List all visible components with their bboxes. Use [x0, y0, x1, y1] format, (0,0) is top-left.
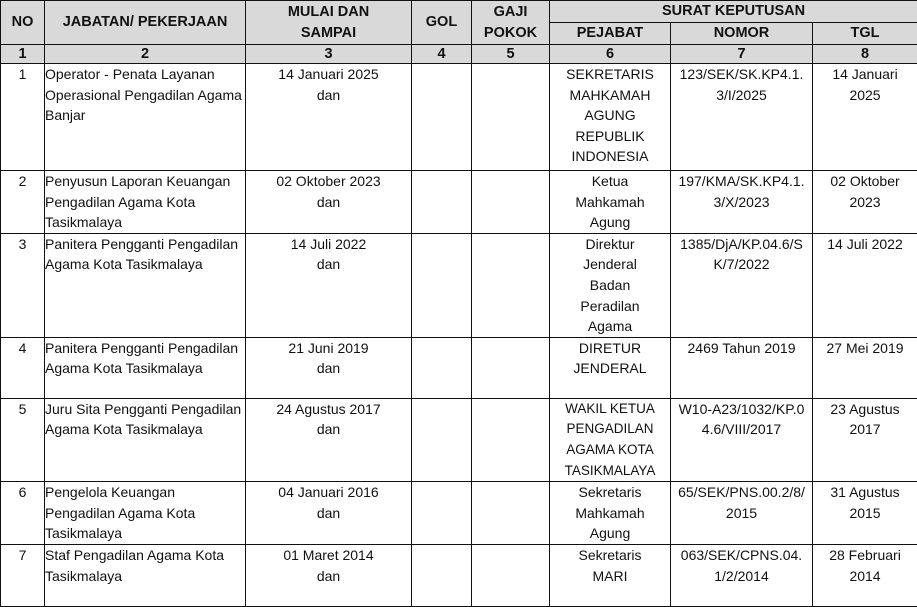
cell-pejabat: Direktur Jenderal Badan Peradilan Agama	[550, 233, 671, 337]
mulai-date: 14 Juli 2022	[290, 235, 367, 252]
header-gaji-pokok: GAJI POKOK	[472, 1, 550, 45]
table-row	[1, 482, 917, 545]
column-number-row	[1, 45, 917, 64]
cell-mulai-sampai	[246, 398, 412, 481]
header-pejabat: PEJABAT	[550, 23, 671, 45]
cell-gol	[412, 64, 472, 171]
sampai-label: dan	[316, 567, 341, 584]
cell-jabatan: Operator - Penata Layanan Operasional Pengadilan Agama Banjar	[45, 64, 246, 171]
table-row	[1, 398, 917, 481]
cell-no: 2	[1, 171, 45, 234]
cell-gol	[412, 233, 472, 337]
cell-mulai-sampai	[246, 337, 412, 398]
cell-pejabat: WAKIL KETUA PENGADILAN AGAMA KOTA TASIKMALAYA	[550, 398, 671, 481]
cell-tgl: 31 Agustus 2015	[813, 482, 917, 545]
header-nomor: NOMOR	[671, 23, 813, 45]
cell-gol	[412, 482, 472, 545]
mulai-date: 21 Juni 2019	[288, 339, 369, 356]
mulai-date: 01 Maret 2014	[283, 546, 374, 563]
cell-nomor: 063/SEK/CPNS.04.1/2/2014	[671, 544, 813, 606]
cell-gol	[412, 337, 472, 398]
cell-nomor: 197/KMA/SK.KP4.1.3/X/2023	[671, 171, 813, 234]
column-number: 1	[1, 45, 45, 64]
cell-gaji-pokok	[472, 482, 550, 545]
table-row	[1, 544, 917, 606]
cell-pejabat: DIRETUR JENDERAL	[550, 337, 671, 398]
cell-no: 1	[1, 64, 45, 171]
cell-pejabat: Sekretaris MARI	[550, 544, 671, 606]
cell-nomor: 123/SEK/SK.KP4.1.3/I/2025	[671, 64, 813, 171]
cell-tgl: 14 Januari 2025	[813, 64, 917, 171]
cell-jabatan: Panitera Pengganti Pengadilan Agama Kota Tasikmalaya	[45, 233, 246, 337]
cell-tgl: 27 Mei 2019	[813, 337, 917, 398]
sampai-label: dan	[316, 193, 341, 210]
cell-no: 6	[1, 482, 45, 545]
mulai-date: 14 Januari 2025	[278, 66, 379, 82]
cell-gaji-pokok	[472, 337, 550, 398]
cell-mulai-sampai	[246, 233, 412, 337]
cell-tgl: 14 Juli 2022	[813, 233, 917, 337]
table-header	[1, 1, 917, 64]
column-number: 2	[45, 45, 246, 64]
table-row	[1, 337, 917, 398]
cell-no: 5	[1, 398, 45, 481]
cell-tgl: 23 Agustus 2017	[813, 398, 917, 481]
column-number: 4	[412, 45, 472, 64]
sampai-label: dan	[316, 256, 341, 273]
header-jabatan: JABATAN/ PEKERJAAN	[45, 1, 246, 45]
cell-mulai-sampai	[246, 482, 412, 545]
mulai-date: 02 Oktober 2023	[276, 173, 381, 189]
cell-nomor: 65/SEK/PNS.00.2/8/2015	[671, 482, 813, 545]
mulai-date: 04 Januari 2016	[278, 484, 379, 501]
sampai-label: dan	[316, 86, 341, 103]
table-row	[1, 233, 917, 337]
sampai-label: dan	[316, 360, 341, 377]
header-no: NO	[1, 1, 45, 45]
column-number: 3	[246, 45, 412, 64]
cell-nomor: 2469 Tahun 2019	[671, 337, 813, 398]
cell-pejabat: Ketua Mahkamah Agung	[550, 171, 671, 234]
table-row	[1, 64, 917, 171]
sampai-label: dan	[316, 504, 341, 521]
cell-gaji-pokok	[472, 544, 550, 606]
cell-gaji-pokok	[472, 233, 550, 337]
column-number: 7	[671, 45, 813, 64]
cell-jabatan: Pengelola Keuangan Pengadilan Agama Kota Tasikmalaya	[45, 482, 246, 545]
column-number: 6	[550, 45, 671, 64]
cell-no: 7	[1, 544, 45, 606]
cell-nomor: W10-A23/1032/KP.04.6/VIII/2017	[671, 398, 813, 481]
cell-gaji-pokok	[472, 398, 550, 481]
cell-gol	[412, 398, 472, 481]
column-number: 5	[472, 45, 550, 64]
cell-nomor: 1385/DjA/KP.04.6/SK/7/2022	[671, 233, 813, 337]
column-number: 8	[813, 45, 917, 64]
cell-gaji-pokok	[472, 64, 550, 171]
header-tgl: TGL	[813, 23, 917, 45]
cell-gol	[412, 544, 472, 606]
cell-pejabat: Sekretaris Mahkamah Agung	[550, 482, 671, 545]
cell-mulai-sampai	[246, 171, 412, 234]
cell-pejabat: SEKRETARIS MAHKAMAH AGUNG REPUBLIK INDONESIA	[550, 64, 671, 171]
cell-jabatan: Panitera Pengganti Pengadilan Agama Kota Tasikmalaya	[45, 337, 246, 398]
sampai-label: dan	[316, 421, 341, 438]
cell-tgl: 28 Februari 2014	[813, 544, 917, 606]
cell-no: 4	[1, 337, 45, 398]
cell-jabatan: Staf Pengadilan Agama Kota Tasikmalaya	[45, 544, 246, 606]
cell-jabatan: Juru Sita Pengganti Pengadilan Agama Kota Tasikmalaya	[45, 398, 246, 481]
table-body	[1, 64, 917, 607]
mulai-date: 24 Agustus 2017	[276, 400, 381, 417]
header-gol: GOL	[412, 1, 472, 45]
cell-tgl: 02 Oktober 2023	[813, 171, 917, 234]
cell-jabatan: Penyusun Laporan Keuangan Pengadilan Agama Kota Tasikmalaya	[45, 171, 246, 234]
header-mulai-sampai: MULAI DAN SAMPAI	[246, 1, 412, 45]
header-surat-keputusan: SURAT KEPUTUSAN	[550, 1, 917, 23]
cell-gol	[412, 171, 472, 234]
cell-mulai-sampai	[246, 544, 412, 606]
table-row	[1, 171, 917, 234]
cell-mulai-sampai	[246, 64, 412, 171]
cell-no: 3	[1, 233, 45, 337]
cell-gaji-pokok	[472, 171, 550, 234]
